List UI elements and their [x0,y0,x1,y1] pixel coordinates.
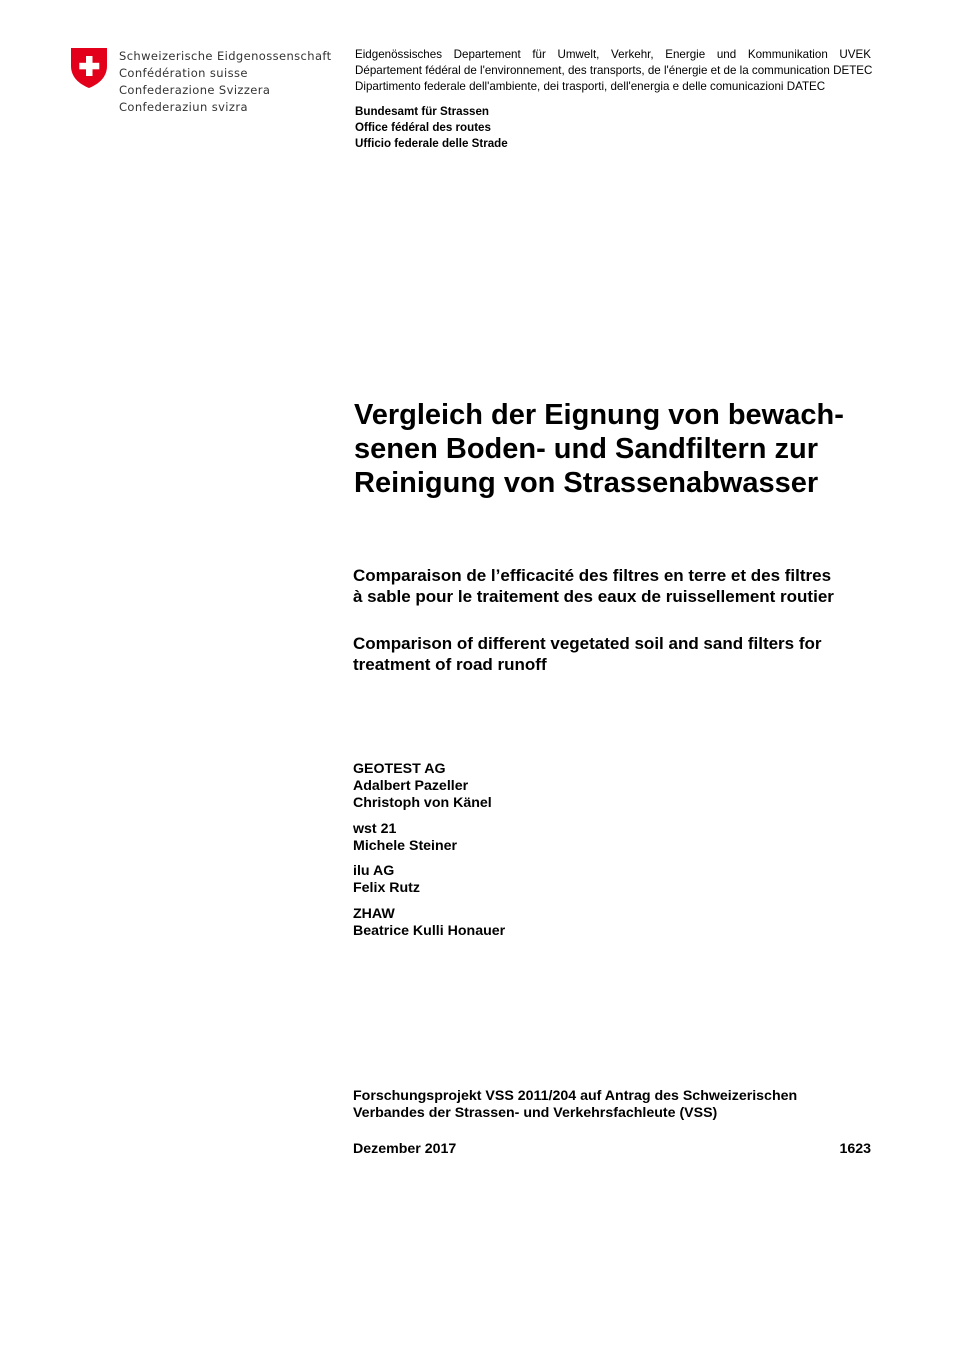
department-line-fr: Département fédéral de l'environnement, des transports, de l'énergie et de la communication DETEC [355,64,873,77]
author-organization: GEOTEST AG [353,761,446,777]
subtitle-english [353,634,873,675]
author-name: Beatrice Kulli Honauer [353,922,506,939]
confederation-name-rm: Confederaziun svizra [119,100,248,114]
author-organization: ZHAW [353,905,395,922]
author-name: Christoph von Känel [353,795,492,811]
department-line-de: Eidgenössisches Departement für Umwelt, Verkehr, Energie und Kommunikation UVEK [355,48,871,61]
author-name: Adalbert Pazeller [353,778,469,794]
subtitle-french [353,566,873,607]
subtitle-french-line: à sable pour le traitement des eaux de ruissellement routier [353,586,834,606]
confederation-name-de: Schweizerische Eidgenossenschaft [119,49,332,63]
project-statement-line: Verbandes der Strassen- und Verkehrsfachleute (VSS) [353,1105,718,1121]
author-group-geotest [353,761,505,812]
subtitle-english-line: treatment of road runoff [353,654,547,674]
author-group-ilu [353,863,505,897]
report-number: 1623 [839,1141,871,1157]
authors-list [353,761,505,948]
office-block [355,104,508,152]
project-statement [353,1088,797,1122]
author-name: Michele Steiner [353,837,458,854]
swiss-coat-of-arms-icon [70,47,108,89]
report-title-line: Vergleich der Eignung von bewach- [354,399,844,431]
author-group-wst21 [353,821,505,855]
author-group-zhaw [353,906,505,940]
author-organization: ilu AG [353,863,395,879]
author-name: Felix Rutz [353,880,421,896]
office-line-it: Ufficio federale delle Strade [355,137,508,150]
department-block [355,47,871,95]
report-title [354,398,874,500]
report-title-line: senen Boden- und Sandfiltern zur [354,433,819,465]
subtitle-english-line: Comparison of different vegetated soil and sand filters for [353,634,822,653]
subtitle-french-line: Comparaison de l’efficacité des filtres en terre et des filtres [353,566,832,585]
office-line-fr: Office fédéral des routes [355,121,491,134]
confederation-names [119,48,332,116]
author-organization: wst 21 [353,820,397,837]
confederation-name-fr: Confédération suisse [119,66,248,80]
project-statement-line: Forschungsprojekt VSS 2011/204 auf Antrag des Schweizerischen [353,1088,798,1104]
department-line-it: Dipartimento federale dell'ambiente, dei trasporti, dell'energia e delle comunicazioni DATEC [355,80,826,93]
confederation-name-it: Confederazione Svizzera [119,83,271,97]
office-line-de: Bundesamt für Strassen [355,105,490,118]
publication-date: Dezember 2017 [353,1141,457,1157]
report-title-line: Reinigung von Strassenabwasser [354,467,819,499]
